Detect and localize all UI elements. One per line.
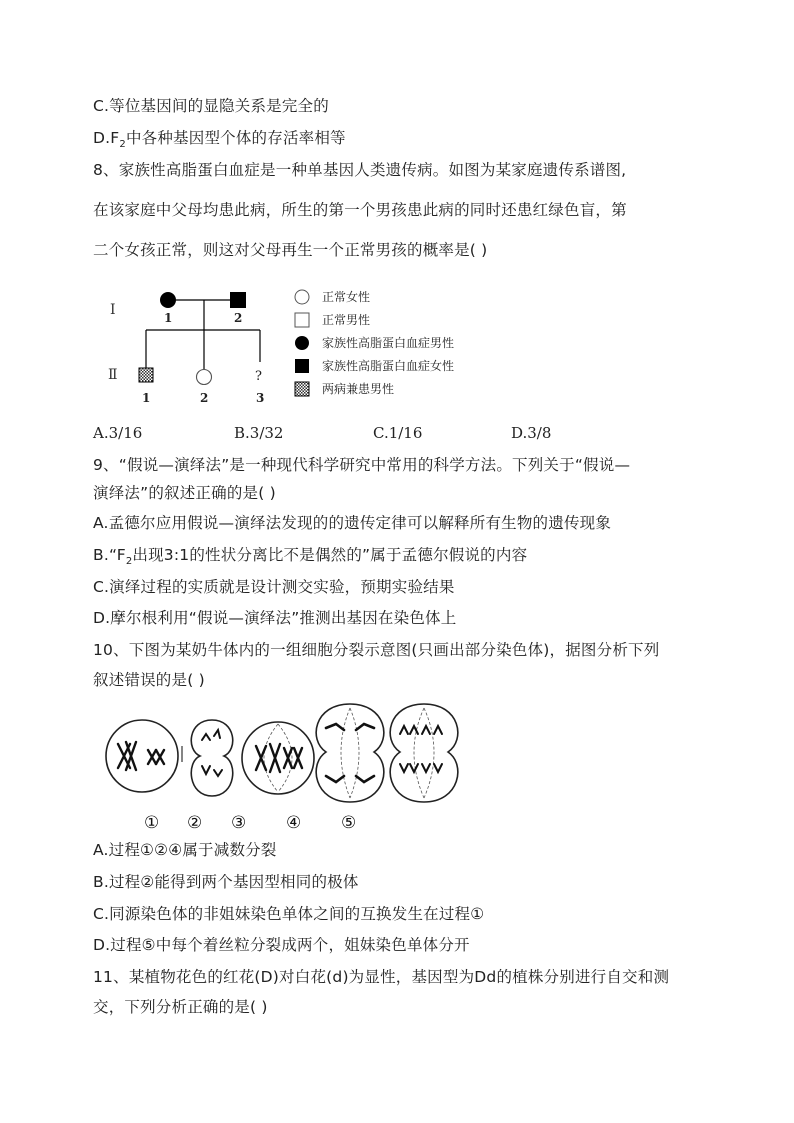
q11-stem-line1: 11、某植物花色的红花(D)对白花(d)为显性，基因型为Dd的植株分别进行自交和测 bbox=[93, 968, 670, 986]
q9-option-c: C.演绎过程的实质就是设计测交实验，预期实验结果 bbox=[93, 578, 455, 596]
q7-option-d-prefix: D.F bbox=[93, 129, 120, 147]
q10-option-b: B.过程②能得到两个基因型相同的极体 bbox=[93, 873, 359, 891]
q11-stem-line2: 交，下列分析正确的是( ) bbox=[93, 998, 268, 1016]
q10-option-a: A.过程①②④属于减数分裂 bbox=[93, 841, 277, 859]
child-1-number: 1 bbox=[142, 391, 151, 405]
q8-stem-line3: 二个女孩正常，则这对父母再生一个正常男孩的概率是( ) bbox=[93, 241, 488, 259]
q8-option-a: A.3/16 bbox=[93, 424, 143, 442]
q9-option-b-text: 出现3:1的性状分离比不是偶然的”属于孟德尔假说的内容 bbox=[132, 546, 528, 564]
generation-label-2: Ⅱ bbox=[108, 367, 118, 383]
q9-stem-line2: 演绎法”的叙述正确的是( ) bbox=[93, 484, 276, 502]
q7-option-d bbox=[93, 128, 346, 155]
parent-1-affected-male-symbol bbox=[160, 292, 176, 308]
cell-label-5: ⑤ bbox=[341, 813, 357, 833]
cell-3 bbox=[242, 722, 314, 794]
cell-5 bbox=[390, 704, 458, 802]
q9-option-b bbox=[93, 545, 527, 572]
legend-affected-female-symbol bbox=[295, 359, 309, 373]
cell-1 bbox=[106, 720, 178, 792]
legend-normal-female-label: 正常女性 bbox=[322, 290, 371, 304]
q8-option-c: C.1/16 bbox=[373, 424, 423, 442]
legend-both-diseases-label: 两病兼患男性 bbox=[322, 382, 395, 396]
cell-label-4: ④ bbox=[286, 813, 302, 833]
q9-option-b-prefix: B.“F bbox=[93, 546, 126, 564]
cell-label-2: ② bbox=[187, 813, 203, 833]
pedigree-chart bbox=[100, 284, 500, 408]
q10-option-d: D.过程⑤中每个着丝粒分裂成两个，姐妹染色单体分开 bbox=[93, 936, 470, 954]
cell-4 bbox=[316, 704, 384, 802]
child-2-number: 2 bbox=[200, 391, 209, 405]
legend-both-diseases-symbol bbox=[295, 382, 309, 396]
q7-option-d-text: 中各种基因型个体的存活率相等 bbox=[125, 129, 346, 147]
q9-option-d: D.摩尔根利用“假说—演绎法”推测出基因在染色体上 bbox=[93, 609, 457, 627]
cell-label-1: ① bbox=[144, 813, 160, 833]
legend-normal-female-symbol bbox=[295, 290, 309, 304]
child-1-both-diseases-symbol bbox=[139, 368, 153, 382]
legend-affected-male-label: 家族性高脂蛋白血症男性 bbox=[322, 336, 455, 350]
legend-normal-male-symbol bbox=[295, 313, 309, 327]
q7-option-c: C.等位基因间的显隐关系是完全的 bbox=[93, 97, 329, 115]
child-2-normal-female-symbol bbox=[197, 370, 212, 385]
child-3-number: 3 bbox=[256, 391, 265, 405]
q8-stem-line1: 8、家族性高脂蛋白血症是一种单基因人类遗传病。如图为某家庭遗传系谱图, bbox=[93, 161, 627, 179]
legend-affected-female-label: 家族性高脂蛋白血症女性 bbox=[322, 359, 455, 373]
cell-division-diagram bbox=[100, 700, 460, 836]
parent-2-number: 2 bbox=[234, 311, 243, 325]
q10-stem-line2: 叙述错误的是( ) bbox=[93, 671, 205, 689]
q10-stem-line1: 10、下图为某奶牛体内的一组细胞分裂示意图(只画出部分染色体)，据图分析下列 bbox=[93, 641, 660, 659]
child-3-unknown-mark: ? bbox=[255, 369, 262, 384]
generation-label-1: I bbox=[110, 302, 116, 318]
q9-option-b-subscript: 2 bbox=[125, 556, 133, 568]
legend-affected-male-symbol bbox=[295, 336, 309, 350]
legend-normal-male-label: 正常男性 bbox=[322, 313, 371, 327]
q8-option-d: D.3/8 bbox=[511, 424, 552, 442]
parent-1-number: 1 bbox=[164, 311, 173, 325]
q8-stem-line2: 在该家庭中父母均患此病，所生的第一个男孩患此病的同时还患红绿色盲，第 bbox=[93, 201, 627, 219]
q8-option-b: B.3/32 bbox=[234, 424, 284, 442]
cell-2 bbox=[191, 720, 232, 796]
q9-option-a: A.孟德尔应用假说—演绎法发现的的遗传定律可以解释所有生物的遗传现象 bbox=[93, 514, 612, 532]
cell-label-3: ③ bbox=[231, 813, 247, 833]
q10-option-c: C.同源染色体的非姐妹染色单体之间的互换发生在过程① bbox=[93, 905, 485, 923]
q7-option-d-subscript: 2 bbox=[119, 139, 126, 151]
parent-2-affected-female-symbol bbox=[230, 292, 246, 308]
q9-stem-line1: 9、“假说—演绎法”是一种现代科学研究中常用的科学方法。下列关于“假说— bbox=[93, 456, 631, 474]
